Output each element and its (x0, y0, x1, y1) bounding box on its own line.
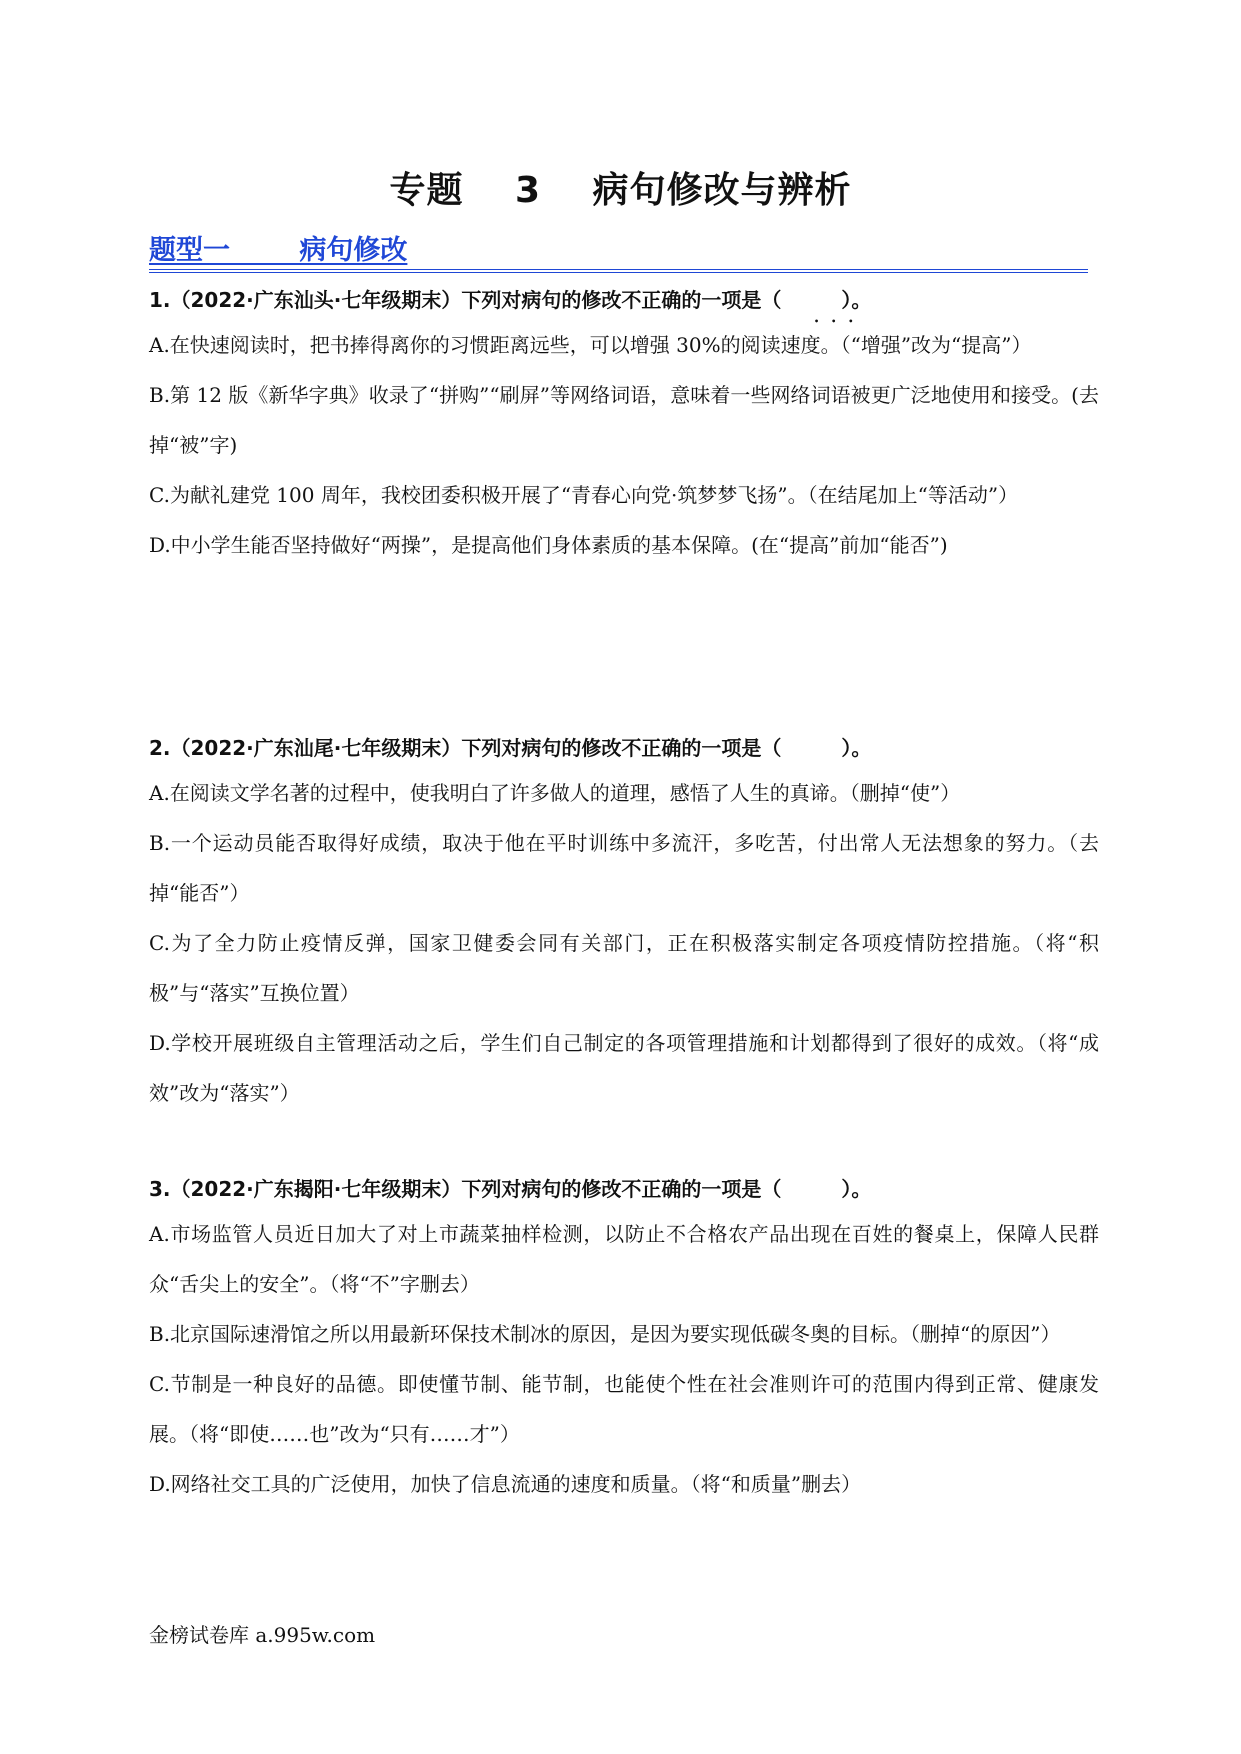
option-b: B.北京国际速滑馆之所以用最新环保技术制冰的原因，是因为要实现低碳冬奥的目标。（删掉“的原因”） (149, 1322, 1061, 1346)
option-d: D.中小学生能否坚持做好“两操”，是提高他们身体素质的基本保障。(在“提高”前加“能否”) (149, 533, 948, 557)
option-a: A.市场监管人员近日加大了对上市蔬菜抽样检测，以防止不合格农产品出现在百姓的餐桌上，保障人民群众“舌尖上的安全”。（将“不”字删去） (149, 1222, 1099, 1296)
question-stem: 3.（2022·广东揭阳·七年级期末）下列对病句的修改不正确的一项是（ ）。 (149, 1177, 872, 1201)
option-d: D.学校开展班级自主管理活动之后，学生们自己制定的各项管理措施和计划都得到了很好的成效。（将“成效”改为“落实”） (149, 1031, 1099, 1105)
question-stem: 2.（2022·广东汕尾·七年级期末）下列对病句的修改不正确的一项是（ ）。 (149, 736, 872, 760)
option-a: A.在阅读文学名著的过程中，使我明白了许多做人的道理，感悟了人生的真谛。（删掉“使”） (149, 781, 961, 805)
option-a: A.在快速阅读时，把书捧得离你的习惯距离远些，可以增强 30%的阅读速度。（“增强”改为“提高”） (149, 333, 1032, 357)
question-stem: 1.（2022·广东汕头·七年级期末）下列对病句的修改不正确的一项是（ ）。 ••• (149, 285, 1099, 315)
option-b: B.一个运动员能否取得好成绩，取决于他在平时训练中多流汗，多吃苦，付出常人无法想象的努力。（去掉“能否”） (149, 831, 1099, 905)
option-d: D.网络社交工具的广泛使用，加快了信息流通的速度和质量。（将“和质量”删去） (149, 1472, 862, 1496)
emphasis-dots: ••• (814, 317, 866, 326)
section-heading-text: 题型一 病句修改 (149, 235, 408, 266)
option-b: B.第 12 版《新华字典》收录了“拼购”“刷屏”等网络词语，意味着一些网络词语被更广泛地使用和接受。(去掉“被”字) (149, 383, 1099, 457)
option-c: C.为了全力防止疫情反弹，国家卫健委会同有关部门，正在积极落实制定各项疫情防控措施。（将“积极”与“落实”互换位置） (149, 931, 1099, 1005)
section-heading (149, 228, 1088, 273)
question-3 (149, 1174, 1099, 1509)
option-c: C.节制是一种良好的品德。即使懂节制、能节制，也能使个性在社会准则许可的范围内得到正常、健康发展。（将“即使……也”改为“只有……才”） (149, 1372, 1099, 1446)
question-2 (149, 733, 1099, 1118)
option-c: C.为献礼建党 100 周年，我校团委积极开展了“青春心向党·筑梦梦飞扬”。（在结尾加上“等活动”） (149, 483, 1019, 507)
question-1 (149, 285, 1099, 570)
page-title: 专题 3 病句修改与辨析 (389, 170, 852, 211)
footer-watermark: 金榜试卷库 a.995w.com (149, 1623, 376, 1647)
